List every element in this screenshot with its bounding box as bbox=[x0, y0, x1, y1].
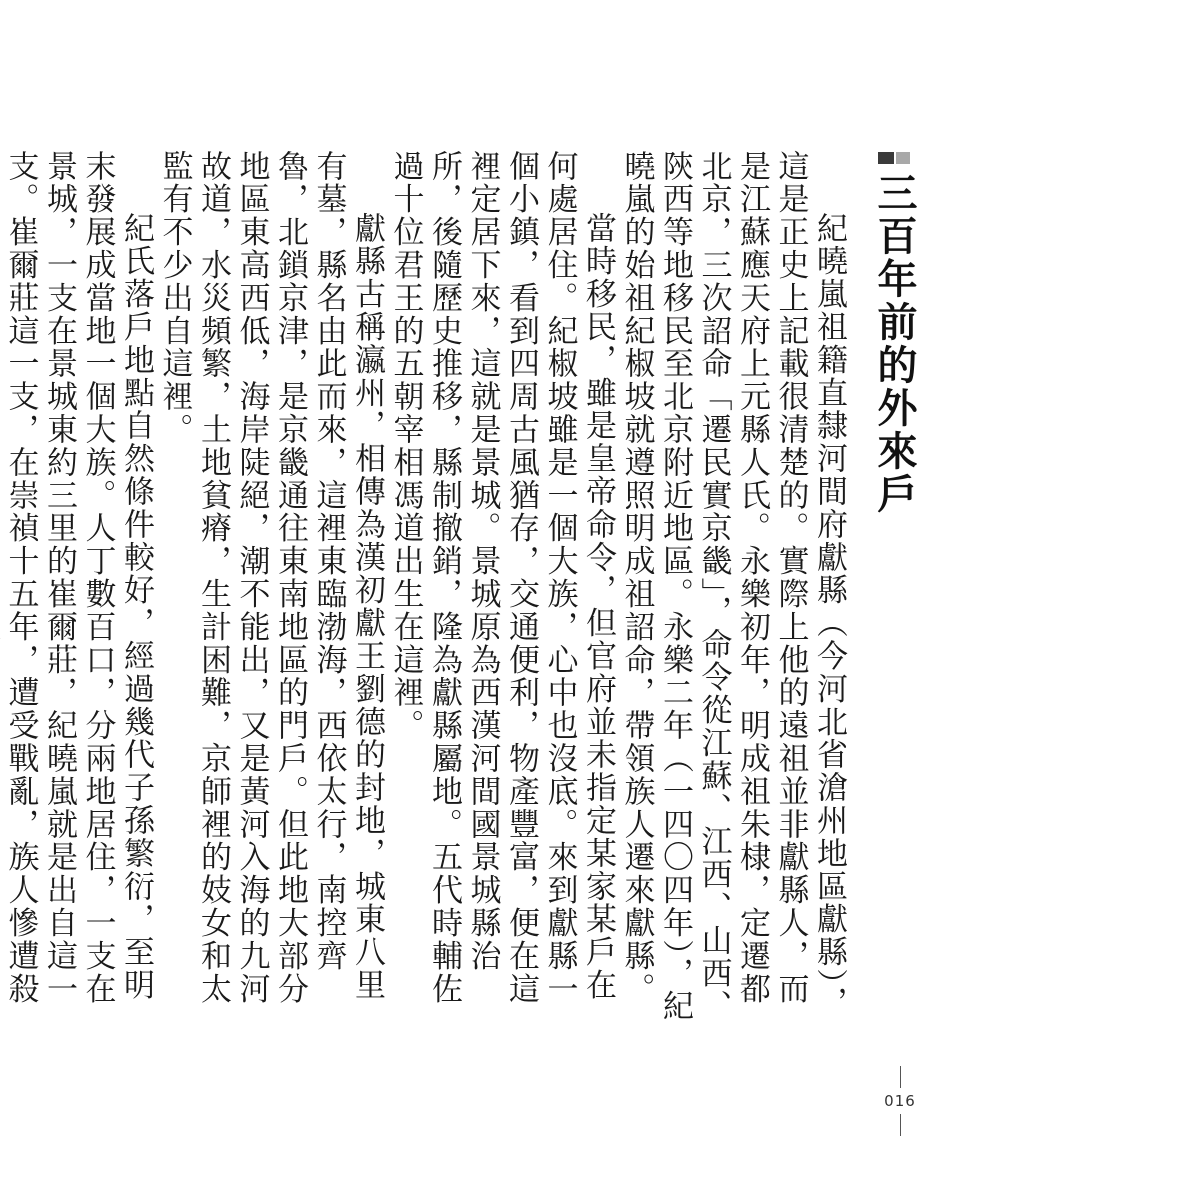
page-footer bbox=[878, 1066, 922, 1136]
paragraph-3: 獻縣古稱瀛州，相傳為漢初獻王劉德的封地，城東八里有墓，縣名由此而來，這裡東臨渤海，西依太行，南控齊魯，北鎖京津，是京畿通往東南地區的門戶。但此地大部分地區東高西低，海岸陡絕，潮不能出，又是黃河入海的九河故道，水災頻繁，土地貧瘠，生計困難，京師裡的妓女和太監有不少出自這裡。 bbox=[156, 150, 385, 1006]
page-number: 016 bbox=[884, 1092, 916, 1110]
chapter-marker-icon bbox=[878, 152, 910, 164]
chapter-heading bbox=[868, 152, 920, 516]
paragraph-2: 當時移民，雖是皇帝命令，但官府並未指定某家某戶在何處居住。紀椒坡雖是一個大族，心中也沒底。來到獻縣一個小鎮，看到四周古風猶存，交通便利，物產豐富，便在這裡定居下來，這就是景城。景城原為西漢河間國景城縣治所，後隨歷史推移，縣制撤銷，隆為獻縣屬地。五代時輔佐過十位君王的五朝宰相馮道出生在這裡。 bbox=[387, 150, 616, 1006]
page-rule-top bbox=[900, 1066, 901, 1088]
light-square-icon bbox=[896, 152, 910, 164]
chapter-title: 三百年前的外來戶 bbox=[871, 172, 918, 516]
paragraph-4: 紀氏落戶地點自然條件較好，經過幾代子孫繁衍，至明末發展成當地一個大族。人丁數百口，分兩地居住，一支在景城，一支在景城東約三里的崔爾莊，紀曉嵐就是出自這一支。崔爾莊這一支，在崇禎十五年，遭受戰亂，族人慘遭殺 bbox=[2, 150, 154, 1006]
page-rule-bottom bbox=[900, 1114, 901, 1136]
dark-square-icon bbox=[878, 152, 894, 164]
paragraph-1: 紀曉嵐祖籍直隸河間府獻縣（今河北省滄州地區獻縣），這是正史上記載很清楚的。實際上他的遠祖並非獻縣人，而是江蘇應天府上元縣人氏。永樂初年，明成祖朱棣，定遷都北京，三次詔命「遷民實京畿」，命令從江蘇、江西、山西、陝西等地移民至北京附近地區。永樂二年（一四〇四年），紀曉嵐的始祖紀椒坡就遵照明成祖詔命，帶領族人遷來獻縣。 bbox=[618, 150, 847, 1023]
body-text bbox=[2, 150, 848, 1030]
